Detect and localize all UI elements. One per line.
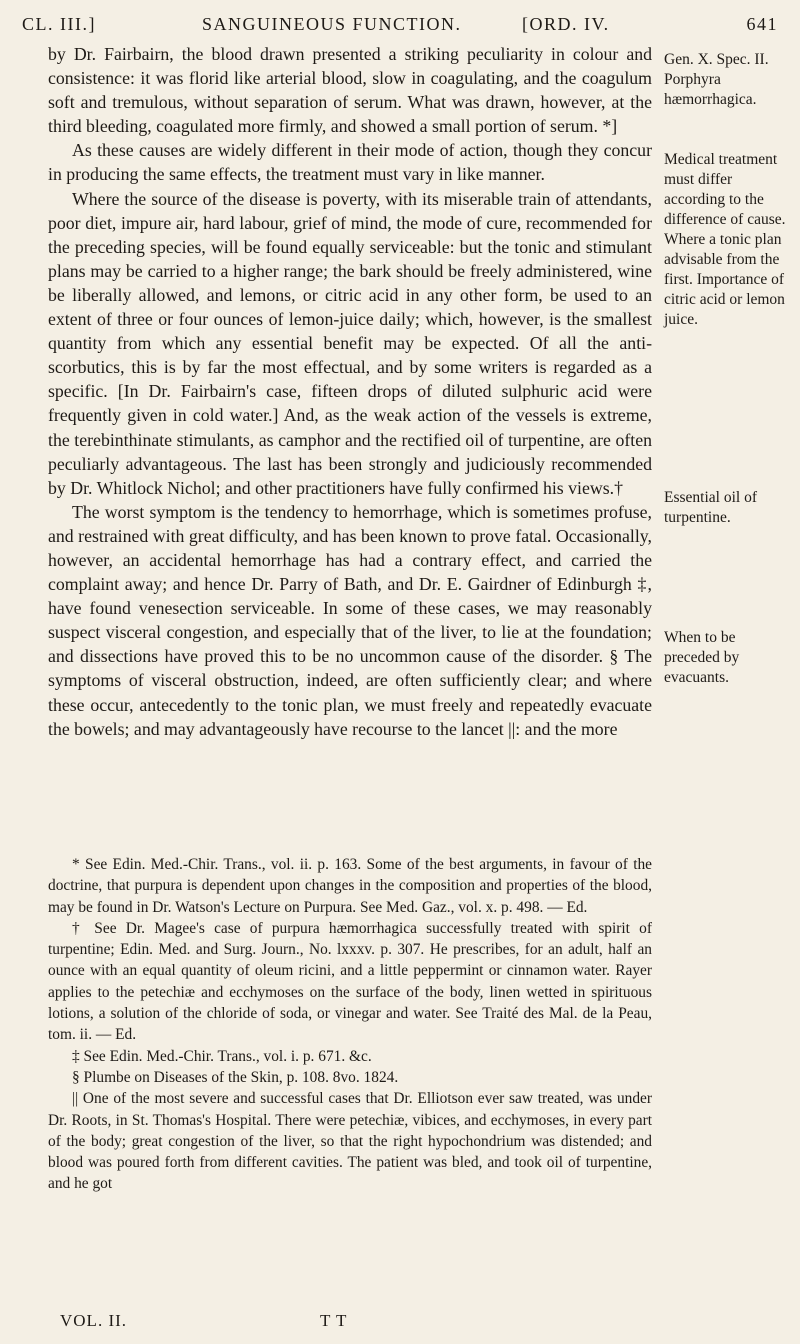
signature-mark: T T <box>320 1311 348 1330</box>
marginal-note <box>664 150 792 330</box>
volume-label: VOL. II. <box>60 1311 128 1330</box>
footnote: † See Dr. Magee's case of purpura hæmorrhagica successfully treated with spirit of turpentine; Edin. Med. and Surg. Journ., No. lxxxv. p. 307. He prescribes, for an adult, half an ounce with an equal quantity of oleum ricini, and a little peppermint or cinnamon water. Rayer applies to the petechiæ and ecchymoses on the surface of the body, linen wetted in spirituous lotions, a solution of the chloride of soda, or vinegar and water. See Traité des Mal. de la Peau, tom. ii. — Ed. <box>48 919 652 1044</box>
main-text <box>48 42 652 741</box>
marginal-note-text: Medical treatment must differ according to the difference of cause. Where a tonic plan advisable from the first. Importance of citric acid or lemon juice. <box>664 151 786 328</box>
running-header <box>22 14 778 42</box>
footnotes <box>48 854 652 1195</box>
marginal-note-text: When to be preceded by evacuants. <box>664 629 740 686</box>
signature-line <box>60 1311 620 1333</box>
header-class-label: CL. III.] <box>22 14 96 34</box>
marginal-note-text: Essential oil of turpentine. <box>664 489 757 526</box>
footnote: § Plumbe on Diseases of the Skin, p. 108. 8vo. 1824. <box>72 1068 399 1086</box>
page-number: 641 <box>746 14 778 34</box>
header-title: SANGUINEOUS FUNCTION. <box>202 14 462 34</box>
header-order-label: [ORD. IV. <box>522 14 610 34</box>
marginal-note <box>664 628 792 688</box>
marginal-note <box>664 488 792 528</box>
footnote: || One of the most severe and successful cases that Dr. Elliotson ever saw treated, was under Dr. Roots, in St. Thomas's Hospital. There were petechiæ, vibices, and ecchymoses, in every part of the body; great congestion of the liver, so that the right hypochondrium was distended; and blood was poured forth from different cavities. The patient was bled, and took oil of turpentine, and he got <box>48 1090 652 1193</box>
marginal-note <box>664 50 792 110</box>
body-paragraph: Where the source of the disease is poverty, with its miserable train of attendants, poor diet, impure air, hard labour, grief of mind, the mode of cure, recommended for the preceding species, will be found equally serviceable: but the tonic and stimulant plans may be carried to a higher range; the bark should be freely administered, wine be liberally allowed, and lemons, or citric acid in any other form, be used to an extent of three or four ounces of lemon-juice daily; which, however, is the smallest quantity from which any essential benefit may be expected. Of all the anti-scorbutics, this is by far the most effectual, and by some writers is regarded as a specific. [In Dr. Fairbairn's case, fifteen drops of diluted sulphuric acid were frequently given in cold water.] And, as the weak action of the vessels is extreme, the terebinthinate stimulants, as camphor and the rectified oil of turpentine, are often peculiarly advantageous. The last has been strongly and judiciously recommended by Dr. Whitlock Nichol; and other practitioners have fully confirmed his views.† <box>48 188 652 498</box>
footnote: * See Edin. Med.-Chir. Trans., vol. ii. p. 163. Some of the best arguments, in favour of the doctrine, that purpura is dependent upon changes in the composition and properties of the blood, may be found in Dr. Watson's Lecture on Purpura. See Med. Gaz., vol. x. p. 498. — Ed. <box>48 856 652 916</box>
body-paragraph: As these causes are widely different in their mode of action, though they concur in producing the same effects, the treatment must vary in like manner. <box>48 140 652 185</box>
footnote: ‡ See Edin. Med.-Chir. Trans., vol. i. p. 671. &c. <box>72 1047 372 1065</box>
body-paragraph: by Dr. Fairbairn, the blood drawn presented a striking peculiarity in colour and consistence: it was florid like arterial blood, slow in coagulating, and the coagulum soft and tremulous, without separation of serum. What was drawn, however, at the third bleeding, coagulated more firmly, and showed a small portion of serum. *] <box>48 44 652 137</box>
body-paragraph: The worst symptom is the tendency to hemorrhage, which is sometimes profuse, and restrained with great difficulty, and has been known to prove fatal. Occasionally, however, an accidental hemorrhage has had a contrary effect, and carried the complaint away; and hence Dr. Parry of Bath, and Dr. E. Gairdner of Edinburgh ‡, have found venesection serviceable. In some of these cases, we may reasonably suspect visceral congestion, and especially that of the liver, to lie at the foundation; and dissections have proved this to be no uncommon cause of the disorder. § The symptoms of visceral obstruction, indeed, are often sufficiently clear; and where these occur, antecedently to the tonic plan, we must freely and repeatedly evacuate the bowels; and may advantageously have recourse to the lancet ||: and the more <box>48 501 652 739</box>
marginal-note-text: Gen. X. Spec. II. Porphyra hæmorrhagica. <box>664 51 769 108</box>
